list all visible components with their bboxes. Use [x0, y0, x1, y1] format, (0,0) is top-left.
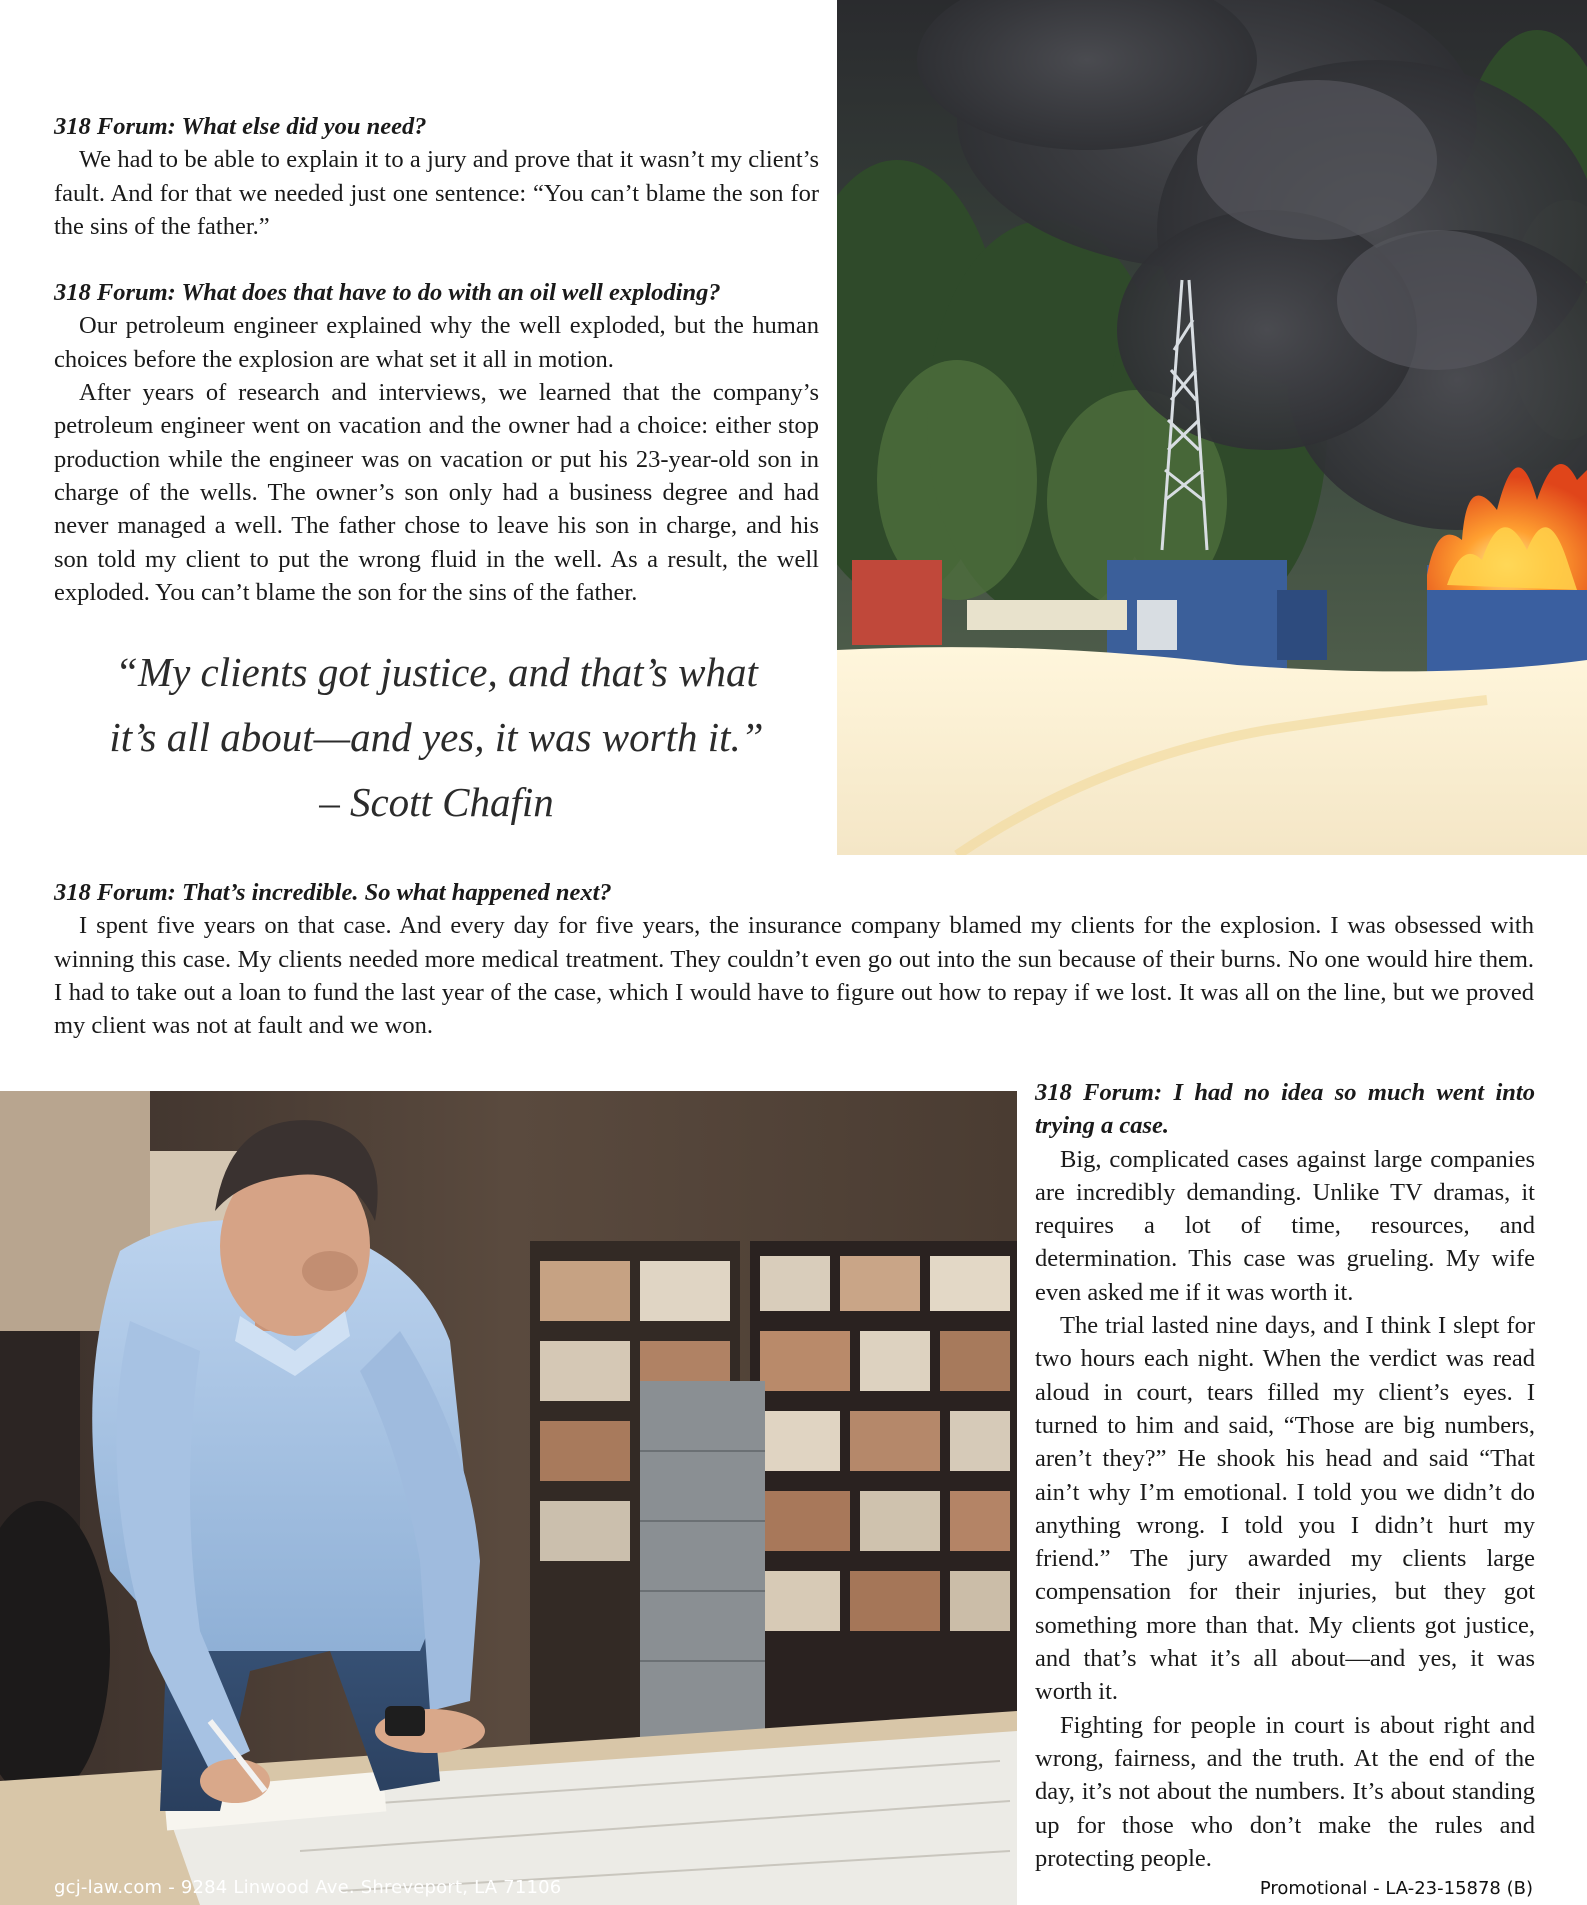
answer-paragraph: I spent five years on that case. And every day for five years, the insurance company blamed my clients for the explosion. I was obsessed with winning this case. My clients needed more medical treatment. They couldn’t even go out into the sun because of their burns. No one would hire them. I had to take out a loan to fund the last year of the case, which I would have to figure out how to repay if we lost. It was all on the line, but we proved my client was not at fault and we won. [54, 912, 1534, 1040]
question-heading: 318 Forum: What else did you need? [54, 113, 427, 140]
pull-quote-line: it’s all about—and yes, it was worth it.” [109, 714, 764, 760]
answer-paragraph: Our petroleum engineer explained why the well exploded, but the human choices before the explosion are what set it all in motion. [54, 312, 819, 373]
answer-paragraph: The trial lasted nine days, and I think I slept for two hours each night. When the verdict was read aloud in court, tears filled my client’s eyes. I turned to him and said, “Those are big numbers, aren’t they?” He shook his head and said “That ain’t why I’m emotional. I told you we didn’t do anything wrong. I told you I didn’t hurt my friend.” The jury awarded my clients large compensation for their injuries, but they got something more than that. My clients got justice, and that’s what it’s all about—and yes, it was worth it. [1035, 1312, 1535, 1706]
answer-paragraph: Fighting for people in court is about right and wrong, fairness, and the truth. At the end of the day, it’s not about the numbers. It’s about standing up for those who don’t make the rules and protecting people. [1035, 1711, 1535, 1872]
answer-paragraph: After years of research and interviews, we learned that the company’s petroleum engineer went on vacation and the owner had a choice: either stop production while the engineer was on vacation or put his 23-year-old son in charge of the wells. The owner’s son only had a business degree and had never managed a well. The father chose to leave his son in charge, and his son told my client to put the wrong fluid in the well. As a result, the well exploded. You can’t blame the son for the sins of the father. [54, 379, 819, 606]
attorney-office-photo [0, 1091, 1017, 1905]
answer-paragraph: Big, complicated cases against large companies are incredibly demanding. Unlike TV dramas, it requires a lot of time, resources, and determination. This case was grueling. My wife even asked me if it was worth it. [1035, 1145, 1535, 1306]
article-section-middle [54, 876, 1534, 1042]
pull-quote-attribution: – Scott Chafin [319, 779, 554, 825]
attorney-at-desk-illustration [0, 1091, 1017, 1905]
question-heading: 318 Forum: That’s incredible. So what happened next? [54, 879, 612, 906]
question-heading: 318 Forum: I had no idea so much went into trying a case. [1035, 1079, 1535, 1140]
oil-well-fire-illustration [837, 0, 1587, 855]
pull-quote-line: “My clients got justice, and that’s what [115, 649, 758, 695]
article-column-top [54, 110, 819, 609]
footer-address: gcj-law.com - 9284 Linwood Ave. Shreveport, LA 71106 [54, 1877, 562, 1898]
pull-quote [54, 640, 819, 835]
answer-paragraph: We had to be able to explain it to a jury and prove that it wasn’t my client’s fault. And for that we needed just one sentence: “You can’t blame the son for the sins of the father.” [54, 146, 819, 240]
article-column-right [1035, 1076, 1535, 1875]
footer-promo-code: Promotional - LA-23-15878 (B) [1259, 1878, 1533, 1899]
oil-well-fire-photo [837, 0, 1587, 855]
question-heading: 318 Forum: What does that have to do with an oil well exploding? [54, 279, 721, 307]
